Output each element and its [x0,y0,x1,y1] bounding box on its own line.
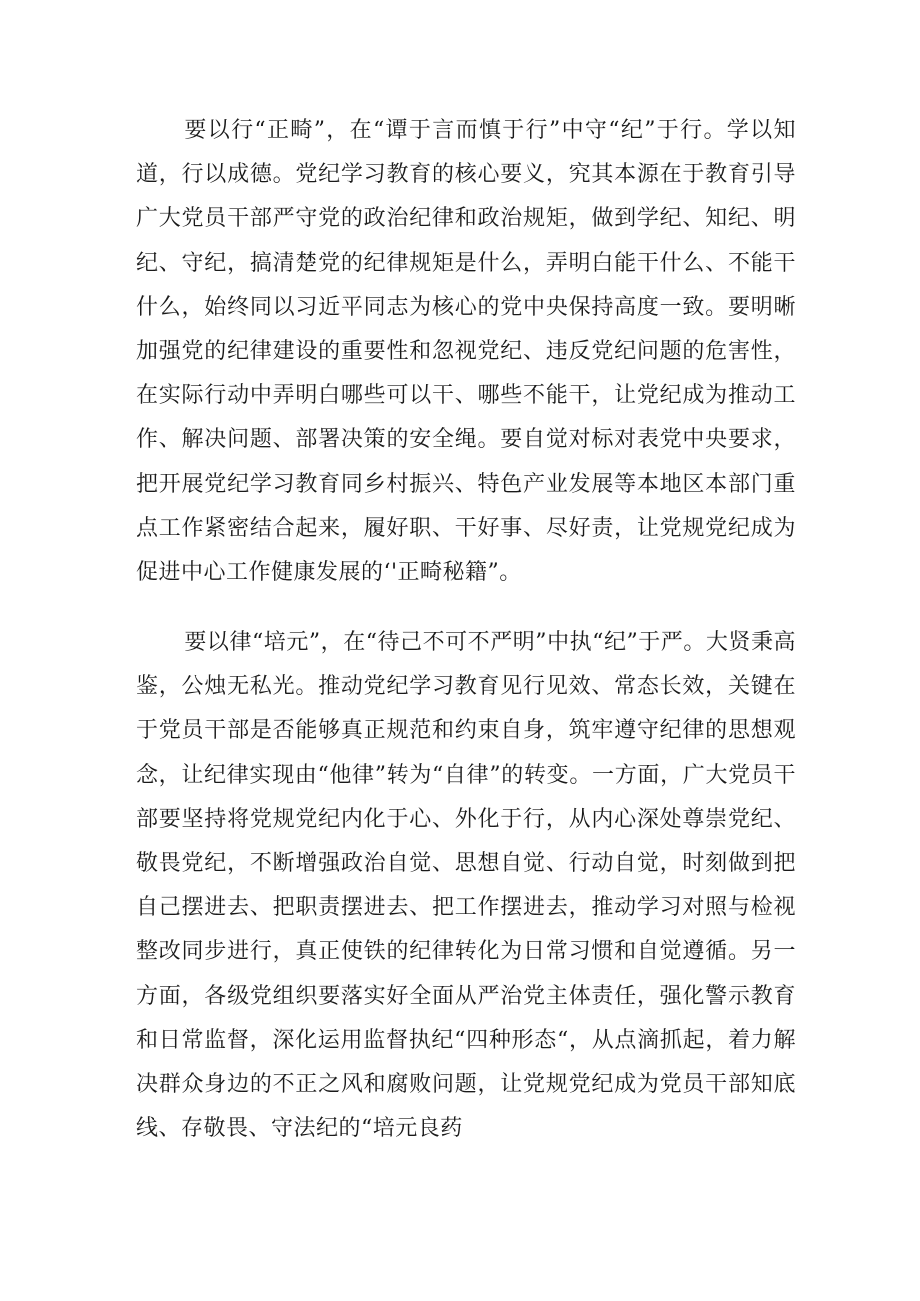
paragraph-peiyuan: 要以律“培元”，在“待己不可不严明”中执“纪”于严。大贤秉高鉴，公烛无私光。推动党纪学习教育见行见效、常态长效，关键在于党员干部是否能够真正规范和约束自身，筑牢遵守纪律的思想观念，让纪律实现由“他律”转为“自律”的转变。一方面，广大党员干部要坚持将党规党纪内化于心、外化于行，从内心深处尊崇党纪、敬畏党纪，不断增强政治自觉、思想自觉、行动自觉，时刻做到把自己摆进去、把职责摆进去、把工作摆进去，推动学习对照与检视整改同步进行，真正使铁的纪律转化为日常习惯和自觉遵循。另一方面，各级党组织要落实好全面从严治党主体责任，强化警示教育和日常监督，深化运用监督执纪“四种形态“，从点滴抓起，着力解决群众身边的不正之风和腐败问题，让党规党纪成为党员干部知底线、存敬畏、守法纪的“培元良药 [136,630,796,1142]
paragraph-zhengji: 要以行“正畸”，在“谭于言而慎于行”中守“纪”于行。学以知道，行以成德。党纪学习教育的核心要义，究其本源在于教育引导广大党员干部严守党的政治纪律和政治规矩，做到学纪、知纪、明纪、守纪，搞清楚党的纪律规矩是什么，弄明白能干什么、不能干什么，始终同以习近平同志为核心的党中央保持高度一致。要明晰加强党的纪律建设的重要性和忽视党纪、违反党纪问题的危害性，在实际行动中弄明白哪些可以干、哪些不能干，让党纪成为推动工作、解决问题、部署决策的安全绳。要自觉对标对表党中央要求，把开展党纪学习教育同乡村振兴、特色产业发展等本地区本部门重点工作紧密结合起来，履好职、干好事、尽好责，让党规党纪成为促进中心工作健康发展的‘'正畸秘籍”。 [136,118,796,586]
